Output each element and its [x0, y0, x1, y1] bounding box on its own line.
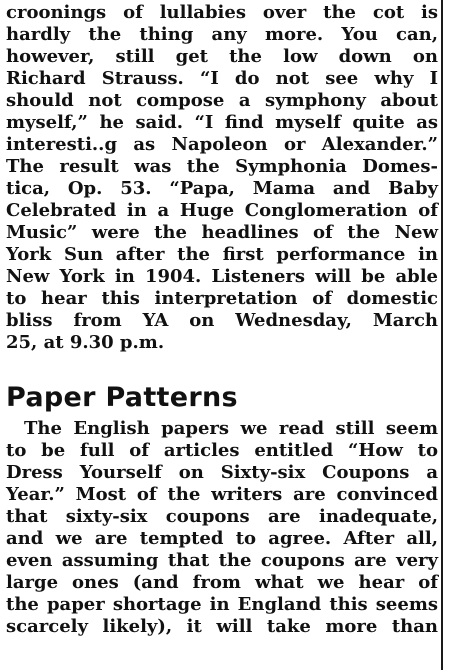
- text-line: Year.” Most of the writers are convinced: [6, 484, 438, 505]
- text-line: tica, Op. 53. “Papa, Mama and Baby: [6, 178, 438, 199]
- text-line: that sixty-six coupons are inadequate,: [6, 506, 438, 527]
- text-line: to be full of articles entitled “How to: [6, 440, 438, 461]
- text-line: scarcely likely), it will take more than: [6, 616, 438, 637]
- text-line: New York in 1904. Listeners will be able: [6, 266, 438, 287]
- column-rule: [441, 0, 443, 670]
- section-heading: Paper Patterns: [6, 382, 238, 413]
- text-line: Music” were the headlines of the New: [6, 222, 438, 243]
- text-line: The result was the Symphonia Domes-: [6, 156, 438, 177]
- text-line: large ones (and from what we hear of: [6, 572, 438, 593]
- text-line: myself,” he said. “I find myself quite as: [6, 112, 438, 133]
- text-line: even assuming that the coupons are very: [6, 550, 438, 571]
- text-line: and we are tempted to agree. After all,: [6, 528, 438, 549]
- text-line: however, still get the low down on: [6, 46, 438, 67]
- text-line: to hear this interpretation of domestic: [6, 288, 438, 309]
- text-line: croonings of lullabies over the cot is: [6, 2, 438, 23]
- text-line: The English papers we read still seem: [24, 418, 438, 439]
- text-line: Dress Yourself on Sixty-six Coupons a: [6, 462, 438, 483]
- text-line: Celebrated in a Huge Conglomeration of: [6, 200, 438, 221]
- text-line: should not compose a symphony about: [6, 90, 438, 111]
- text-line: hardly the thing any more. You can,: [6, 24, 438, 45]
- text-line: interesti..g as Napoleon or Alexander.”: [6, 134, 438, 155]
- text-line: bliss from YA on Wednesday, March: [6, 310, 438, 331]
- text-line: York Sun after the first performance in: [6, 244, 438, 265]
- text-line: the paper shortage in England this seems: [6, 594, 438, 615]
- text-line: Richard Strauss. “I do not see why I: [6, 68, 438, 89]
- text-line: 25, at 9.30 p.m.: [6, 332, 165, 353]
